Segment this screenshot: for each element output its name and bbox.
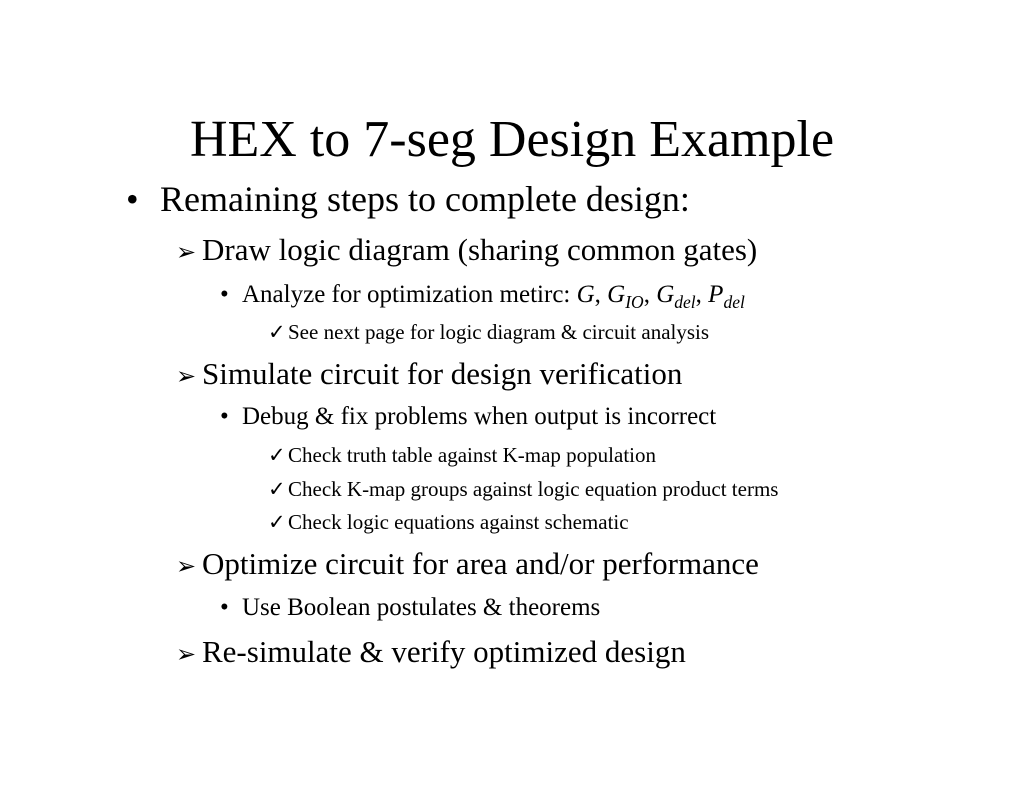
subbullet-optimize xyxy=(176,546,759,582)
bullet-text: Optimize circuit for area and/or performance xyxy=(202,546,759,581)
slide-title: HEX to 7-seg Design Example xyxy=(189,111,835,168)
subbullet-draw-logic xyxy=(176,232,757,268)
metric-g: G xyxy=(576,281,595,308)
subbullet-debug xyxy=(220,403,716,431)
bullet-marker: • xyxy=(220,403,229,430)
check-logic-equations xyxy=(268,510,629,535)
metric-pdel: $P_{del}$ xyxy=(708,281,745,312)
bullet-remaining-steps xyxy=(126,178,690,220)
check-icon: ✓ xyxy=(268,443,286,467)
metric-gdel: $G_{del}$ xyxy=(656,281,696,312)
bullet-text: Check truth table against K-map population xyxy=(288,443,656,467)
arrow-marker: ➢ xyxy=(176,554,197,580)
bullet-text: See next page for logic diagram & circuit analysis xyxy=(288,320,710,344)
check-truth-table xyxy=(268,443,656,468)
bullet-text: Use Boolean postulates & theorems xyxy=(242,594,601,621)
check-kmap-groups xyxy=(268,477,778,502)
arrow-marker: ➢ xyxy=(176,240,197,266)
bullet-marker: • xyxy=(220,281,229,308)
bullet-text: Remaining steps to complete design: xyxy=(160,179,690,219)
arrow-marker: ➢ xyxy=(176,642,197,668)
subbullet-simulate xyxy=(176,356,682,392)
bullet-text: Analyze for optimization metirc: xyxy=(242,281,577,308)
bullet-marker: • xyxy=(126,179,139,219)
bullet-text: Re-simulate & verify optimized design xyxy=(202,634,686,669)
subbullet-analyze: • Analyze for optimization metirc: G, $G_{IO}$, $G_{del}$, $P_{del}$ xyxy=(220,281,745,312)
bullet-text: Simulate circuit for design verification xyxy=(202,356,683,391)
bullet-text: Check K-map groups against logic equation product terms xyxy=(288,477,779,501)
check-icon: ✓ xyxy=(268,477,286,501)
bullet-text: Debug & fix problems when output is incorrect xyxy=(242,403,717,430)
bullet-text: Draw logic diagram (sharing common gates) xyxy=(202,232,758,267)
subbullet-resimulate xyxy=(176,634,686,670)
check-see-next xyxy=(268,320,709,345)
bullet-marker: • xyxy=(220,594,229,621)
check-icon: ✓ xyxy=(268,510,286,534)
subbullet-boolean xyxy=(220,594,600,622)
check-icon: ✓ xyxy=(268,320,286,344)
metric-gio: $G_{IO}$ xyxy=(607,281,644,312)
bullet-text: Check logic equations against schematic xyxy=(288,510,629,534)
arrow-marker: ➢ xyxy=(176,364,197,390)
